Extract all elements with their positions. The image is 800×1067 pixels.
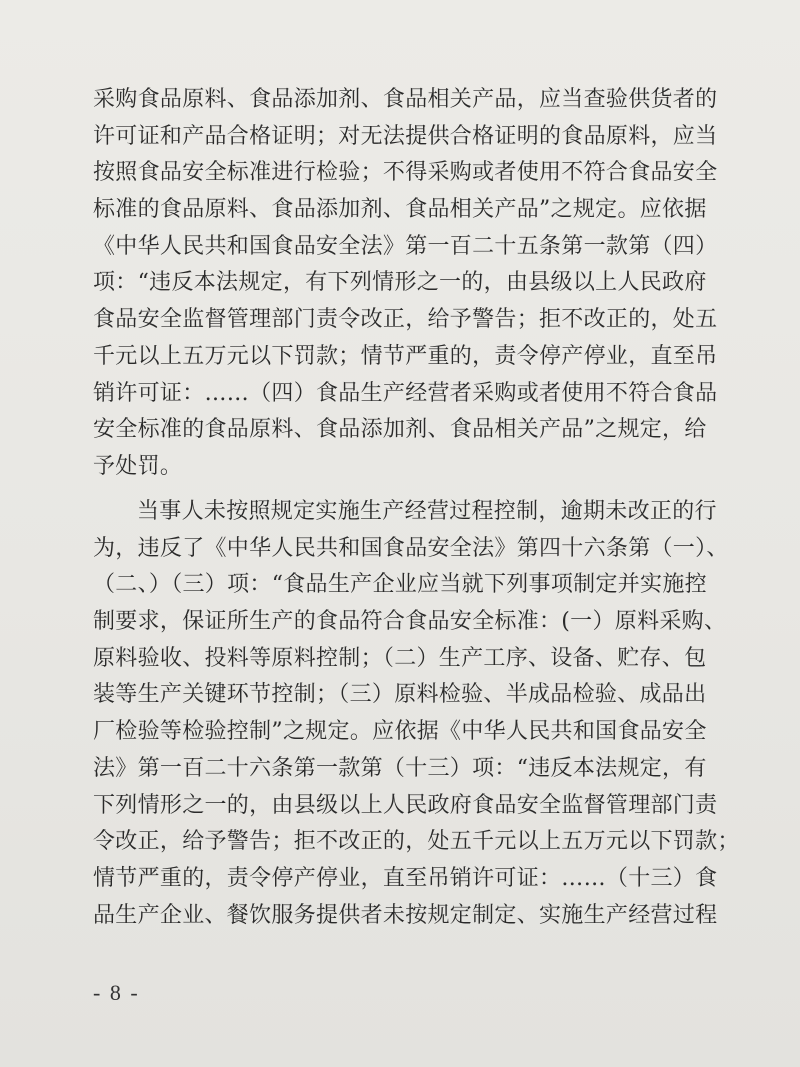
text-line: 当事人未按照规定实施生产经营过程控制，逾期未改正的行 bbox=[137, 499, 717, 524]
paragraph-2 bbox=[93, 494, 740, 934]
text-line: 下列情形之一的，由县级以上人民政府食品安全监督管理部门责 bbox=[93, 792, 718, 818]
text-line: 原料验收、投料等原料控制；（二）生产工序、设备、贮存、包 bbox=[93, 645, 707, 671]
text-line: （二、）（三）项：“食品生产企业应当就下列事项制定并实施控 bbox=[93, 572, 707, 598]
text-line: 项：“违反本法规定，有下列情形之一的，由县级以上人民政府 bbox=[93, 270, 707, 296]
text-line: 食品安全监督管理部门责令改正，给予警告；拒不改正的，处五 bbox=[93, 307, 718, 333]
text-line: 品生产企业、餐饮服务提供者未按规定制定、实施生产经营过程 bbox=[93, 902, 718, 928]
text-line: 予处罚。 bbox=[93, 453, 183, 479]
text-line: 令改正，给予警告；拒不改正的，处五千元以上五万元以下罚款； bbox=[93, 829, 740, 855]
text-line: 情节严重的，责令停产停业，直至吊销许可证：……（十三）食 bbox=[93, 865, 718, 891]
text-line: 许可证和产品合格证明；对无法提供合格证明的食品原料，应当 bbox=[93, 123, 718, 149]
text-line: 销许可证：……（四）食品生产经营者采购或者使用不符合食品 bbox=[93, 380, 718, 406]
paragraph-1 bbox=[93, 82, 718, 486]
page-number: - 8 - bbox=[93, 980, 140, 1005]
text-line: 厂检验等检验控制”之规定。应依据《中华人民共和国食品安全 bbox=[93, 719, 707, 745]
text-line: 采购食品原料、食品添加剂、食品相关产品，应当查验供货者的 bbox=[93, 87, 718, 112]
text-line: 制要求，保证所生产的食品符合食品安全标准：(一）原料采购、 bbox=[93, 609, 727, 635]
text-line: 为，违反了《中华人民共和国食品安全法》第四十六条第（一）、 bbox=[93, 535, 729, 561]
text-line: 装等生产关键环节控制；（三）原料检验、半成品检验、成品出 bbox=[93, 682, 707, 708]
text-line: 法》第一百二十六条第一款第（十三）项：“违反本法规定，有 bbox=[93, 755, 707, 781]
text-line: 千元以上五万元以下罚款；情节严重的，责令停产停业，直至吊 bbox=[93, 343, 718, 369]
text-line: 标准的食品原料、食品添加剂、食品相关产品”之规定。应依据 bbox=[93, 197, 707, 223]
text-line: 安全标准的食品原料、食品添加剂、食品相关产品”之规定，给 bbox=[93, 417, 707, 443]
text-line: 《中华人民共和国食品安全法》第一百二十五条第一款第（四） bbox=[93, 233, 718, 259]
text-line: 按照食品安全标准进行检验；不得采购或者使用不符合食品安全 bbox=[93, 160, 718, 186]
